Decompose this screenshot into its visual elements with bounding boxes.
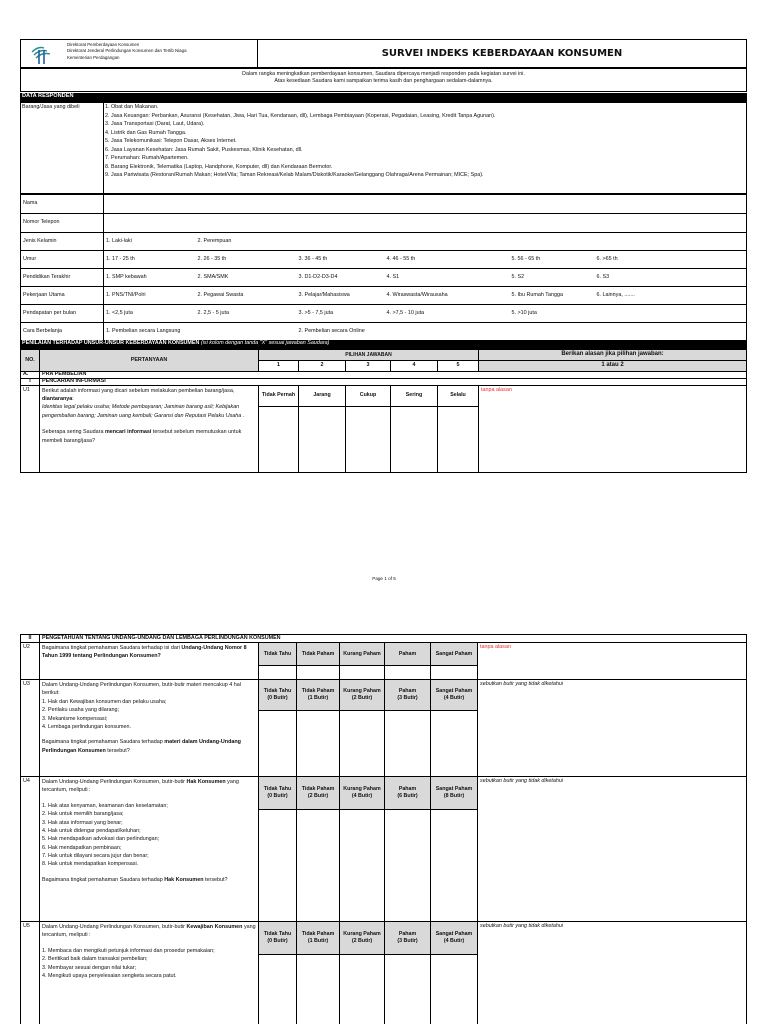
list-item: 1. Hak dan Kewajiban konsumen dan pelaku usaha; — [42, 698, 167, 705]
answer-option[interactable]: Paham (3 Butir) — [385, 680, 431, 711]
choice-num: 2 — [299, 360, 346, 371]
answer-option[interactable]: Sangat Paham (8 Butir) — [431, 777, 478, 810]
choice-num: 1 — [259, 360, 299, 371]
q-bold: Hak Konsumen — [164, 876, 204, 883]
section-ii-title: PENGETAHUAN TENTANG UNDANG-UNDANG DAN LEMBAGA PERLINDUNGAN KONSUMEN — [40, 635, 747, 643]
choice-num: 5 — [438, 360, 479, 371]
question-no: U3 — [21, 680, 40, 777]
answer-cell[interactable] — [297, 955, 340, 1024]
option[interactable]: 1. SMP kebawah — [104, 269, 196, 287]
org-names — [67, 42, 187, 61]
option[interactable]: 6. >65 th — [595, 251, 747, 269]
field-label: Pendidikan Terakhir — [21, 269, 104, 287]
answer-option[interactable]: Tidak Paham (1 Butir) — [297, 922, 340, 955]
nama-field[interactable] — [104, 195, 747, 214]
list-item: 7. Hak untuk dilayani secara jujur dan benar; — [42, 853, 149, 859]
section-ii-no: II — [21, 635, 40, 643]
answer-option[interactable]: Tidak Paham — [297, 643, 340, 666]
list-item: 8. Hak untuk mendapatkan kompensasi. — [42, 861, 139, 868]
answer-option[interactable]: Tidak Paham (1 Butir) — [297, 680, 340, 711]
option[interactable]: 3. >5 - 7,5 juta — [297, 305, 385, 323]
q-text: Dalam Undang-Undang Perlindungan Konsumen, butir-butir — [42, 924, 187, 930]
option[interactable]: 4. S1 — [385, 269, 510, 287]
answer-option[interactable]: Paham (3 Butir) — [385, 922, 431, 955]
answer-cell[interactable] — [259, 666, 297, 680]
question-u2 — [40, 643, 259, 680]
q-text: yang tercantum, meliputi : — [42, 924, 256, 939]
answer-option[interactable]: Tidak Tahu (0 Butir) — [259, 680, 297, 711]
list-item: 4. Lembaga perlindungan konsumen. — [42, 723, 132, 730]
answer-option[interactable]: Tidak Paham (2 Butir) — [297, 777, 340, 810]
col-pertanyaan: PERTANYAAN — [40, 350, 259, 372]
option[interactable]: 3. 36 - 45 th — [297, 251, 385, 269]
list-item: 4. Mengikuti upaya penyelesaian sengketa secara patut. — [42, 972, 177, 979]
list-item: 1. Membaca dan mengikuti petunjuk informasi dan prosedur pemakaian; — [42, 947, 215, 954]
answer-option[interactable]: Sering — [391, 385, 438, 406]
alasan-cell[interactable]: tanpa alasan — [479, 385, 747, 472]
intro-text: Dalam rangka meningkatkan pemberdayaan konsumen, Saudara dipercaya menjadi responden pada kegiatan survei ini. — [242, 71, 525, 77]
answer-cell[interactable] — [297, 810, 340, 922]
q-text: Bagaimana tingkat pemahaman Saudara terhadap — [42, 739, 165, 746]
section-ii-table — [20, 634, 747, 1024]
field-row — [21, 323, 747, 341]
intro-box — [20, 68, 747, 92]
header-box — [20, 39, 747, 68]
option[interactable]: 3. Pelajar/Mahasiswa — [297, 287, 385, 305]
answer-option[interactable]: Tidak Tahu — [259, 643, 297, 666]
answer-cell[interactable] — [340, 666, 385, 680]
choice-num: 4 — [391, 360, 438, 371]
list-item: 8. Barang Elektronik, Telematika (Laptop, Handphone, Komputer, dll) dan Kendaraan Bermotor. — [105, 163, 333, 170]
logo-icon — [30, 43, 54, 65]
answer-cell[interactable] — [431, 810, 478, 922]
field-label: Pekerjaan Utama — [21, 287, 104, 305]
answer-option[interactable]: Selalu — [438, 385, 479, 406]
question-table — [20, 349, 747, 473]
question-u1 — [40, 385, 259, 472]
option[interactable]: 5. Ibu Rumah Tangga — [510, 287, 595, 305]
answer-cell[interactable] — [346, 406, 391, 472]
field-label: Umur — [21, 251, 104, 269]
q-bold: Hak Konsumen — [186, 779, 226, 785]
org-line: Kementerian Perdagangan — [67, 54, 120, 60]
q-text: tersebut sebelum memutuskan untuk membeli barang/jasa? — [42, 429, 242, 444]
q-bold: materi dalam Undang-Undang Perlindungan Konsumen — [42, 739, 241, 754]
option[interactable]: 2. SMA/SMK — [196, 269, 297, 287]
field-row — [21, 287, 747, 305]
list-item: 1. Hak atas kenyaman, keamanan dan keselamatan; — [42, 802, 168, 809]
answer-option[interactable]: Kurang Paham (2 Butir) — [340, 680, 385, 711]
list-item: 3. Mekanisme kompensasi; — [42, 715, 108, 722]
answer-option[interactable]: Tidak Pernah — [259, 385, 299, 406]
q-text: tersebut? — [105, 747, 130, 754]
q-text: Bagaimana tingkat pemahaman Saudara terhadap — [42, 876, 165, 883]
option[interactable]: 4. Wiraswasta/Wirausaha — [385, 287, 510, 305]
q-text: Bagaimana tingkat pemahaman Saudara terhadap isi dari — [42, 645, 182, 651]
answer-cell[interactable] — [259, 810, 297, 922]
list-item: 3. Jasa Transportasi (Darat, Laut, Udara). — [105, 121, 205, 128]
list-item: 2. Perilaku usaha yang dilarang; — [42, 707, 120, 714]
answer-option[interactable]: Sangat Paham — [431, 643, 478, 666]
field-label: Cara Berbelanja — [21, 323, 104, 341]
answer-option[interactable]: Kurang Paham — [340, 643, 385, 666]
answer-cell[interactable] — [431, 955, 478, 1024]
list-item: 5. Hak mendapatkan advokasi dan perlindungan; — [42, 836, 160, 843]
col-no: NO. — [21, 350, 40, 372]
option[interactable]: 5. >10 juta — [510, 305, 595, 323]
answer-cell[interactable] — [385, 955, 431, 1024]
answer-option[interactable]: Paham — [385, 643, 431, 666]
answer-cell[interactable] — [438, 406, 479, 472]
penilaian-note: (isi kolom dengan tanda "X" sesuai jawaban Saudara) — [200, 340, 330, 346]
answer-option[interactable]: Cukup — [346, 385, 391, 406]
telepon-label: Nomor Telepon — [21, 214, 104, 233]
question-u5 — [40, 922, 259, 1024]
list-item: 2. Hak untuk memilih barang/jasa; — [42, 811, 124, 818]
list-item: 6. Hak mendapatkan pembinaan; — [42, 844, 122, 851]
option[interactable]: 2. Pembelian secara Online — [297, 323, 510, 341]
option[interactable]: 5. S2 — [510, 269, 595, 287]
field-label: Pendapatan per bulan — [21, 305, 104, 323]
barang-list — [105, 103, 495, 180]
answer-option[interactable]: Jarang — [299, 385, 346, 406]
option[interactable]: 2. 26 - 35 th — [196, 251, 297, 269]
option[interactable]: 1. 17 - 25 th — [104, 251, 196, 269]
list-item: 4. Hak untuk didengar pendapat/keluhan; — [42, 827, 141, 834]
field-label: Jenis Kelamin — [21, 233, 104, 251]
option[interactable]: 1. Pembelian secara Langsung — [104, 323, 297, 341]
answer-cell[interactable] — [297, 666, 340, 680]
telepon-field[interactable] — [104, 214, 747, 233]
option[interactable]: 1. Laki-laki — [104, 233, 196, 251]
question-no: U4 — [21, 777, 40, 922]
option[interactable]: 2. 2,5 - 5 juta — [196, 305, 297, 323]
answer-option[interactable]: Kurang Paham (2 Butir) — [340, 922, 385, 955]
q-text: Dalam Undang-Undang Perlindungan Konsumen, butir-butir materi mencakup 4 hal berikut: — [42, 682, 241, 697]
section-penilaian — [20, 340, 747, 349]
answer-option[interactable]: Sangat Paham (4 Butir) — [431, 680, 478, 711]
answer-cell[interactable] — [259, 955, 297, 1024]
list-item: 5. Jasa Telekomunikasi: Telepon Dasar, Akses Internet. — [105, 138, 237, 145]
option[interactable]: 6. S3 — [595, 269, 747, 287]
list-item: 2. Jasa Keuangan: Perbankan, Asuransi (Kesehatan, Jiwa, Hari Tua, Kendaraan, dll), Lembaga Pembiayaan (Koperasi, Pegadaian, Leasing, Kredit Tanpa Agunan). — [105, 112, 496, 119]
option[interactable]: 4. 46 - 55 th — [385, 251, 510, 269]
answer-cell[interactable] — [259, 406, 299, 472]
intro-text: Atas kesediaan Saudara kami sampaikan terima kasih dan penghargaan sedalam-dalamnya. — [274, 77, 493, 84]
answer-cell[interactable] — [299, 406, 346, 472]
answer-option[interactable]: Sangat Paham (4 Butir) — [431, 922, 478, 955]
q-text: Seberapa sering Saudara — [42, 429, 105, 436]
field-row — [21, 269, 747, 287]
answer-cell[interactable] — [385, 666, 431, 680]
nama-label: Nama — [21, 195, 104, 214]
option[interactable]: 3. D1-D2-D3-D4 — [297, 269, 385, 287]
penilaian-heading: PENILAIAN TERHADAP UNSUR-UNSUR KEBERDAYAAN KONSUMEN — [22, 340, 200, 346]
list-item: 3. Hak atas informasi yang benar; — [42, 819, 123, 826]
field-row — [21, 305, 747, 323]
org-line: Direktorat Pemberdayaan Konsumen — [67, 42, 140, 47]
option[interactable]: 2. Pegawai Swasta — [196, 287, 297, 305]
list-item: 2. Beritikad baik dalam transaksi pembelian; — [42, 956, 148, 963]
answer-cell[interactable] — [391, 406, 438, 472]
page-number: Page 1 of 5 — [372, 576, 396, 581]
barang-label: Barang/Jasa yang dibeli — [22, 104, 80, 110]
answer-cell[interactable] — [431, 666, 478, 680]
answer-cell[interactable] — [340, 711, 385, 777]
list-item: 9. Jasa Pariwisata (Restoran/Rumah Makan; Hotel/Vila; Taman Rekreasi/Kelab Malam/Diskotik/Karaoke/Gelanggang Olahraga/Arena Permainan; MICE; Spa). — [105, 172, 484, 179]
choice-num: 3 — [346, 360, 391, 371]
q-bold: Kewajiban Konsumen — [186, 924, 243, 930]
answer-option[interactable]: Kurang Paham (4 Butir) — [340, 777, 385, 810]
answer-cell[interactable] — [297, 711, 340, 777]
field-row — [21, 251, 747, 269]
answer-cell[interactable] — [385, 810, 431, 922]
org-line: Direktorat Jenderal Perlindungan Konsumen dan Tertib Niaga — [67, 48, 187, 54]
option[interactable]: 1. PNS/TNI/Polri — [104, 287, 196, 305]
section-a: PRA PEMBELIAN — [40, 371, 747, 378]
question-no: U2 — [21, 643, 40, 680]
q-text: yang tercantum, meliputi : — [42, 779, 239, 794]
alasan-cell[interactable]: sebutkan butir yang tidak diketahui — [478, 777, 747, 922]
section-data-responden: DATA RESPONDEN — [20, 93, 747, 102]
q-bold: mencari informasi — [104, 429, 152, 436]
section-i: PENCARIAN INFORMASI — [40, 378, 747, 385]
option[interactable]: 2. Perempuan — [196, 233, 297, 251]
q-text: Dalam Undang-Undang Perlindungan Konsumen, butir-butir — [42, 779, 187, 785]
q-bold: diantaranya — [42, 395, 73, 402]
q-text: : — [72, 395, 74, 402]
option[interactable]: 4. >7,5 - 10 juta — [385, 305, 510, 323]
alasan-cell[interactable]: sebutkan butir yang tidak diketahui — [478, 680, 747, 777]
answer-cell[interactable] — [385, 711, 431, 777]
question-no: U1 — [21, 385, 40, 472]
option[interactable]: 6. Lainnya, ....... — [595, 287, 747, 305]
col-pilihan: PILIHAN JAWABAN — [259, 350, 479, 361]
survey-title: SURVEI INDEKS KEBERDAYAAN KONSUMEN — [381, 48, 623, 59]
question-u3 — [40, 680, 259, 777]
q-bold: Undang-Undang Nomor 8 Tahun 1999 tentang Perlindungan Konsumen? — [42, 645, 247, 660]
section-a-no: A. — [21, 371, 40, 378]
q-text: Berikut adalah informasi yang dicari sebelum melakukan pembelian barang/jasa, — [42, 387, 235, 394]
answer-cell[interactable] — [340, 810, 385, 922]
option[interactable]: 5. 56 - 65 th — [510, 251, 595, 269]
option[interactable]: 1. <2,5 juta — [104, 305, 196, 323]
list-item: 4. Listrik dan Gas Rumah Tangga. — [105, 129, 187, 136]
q-text: tersebut? — [203, 876, 228, 883]
field-row — [21, 233, 747, 251]
answer-cell[interactable] — [431, 711, 478, 777]
barang-row — [20, 102, 747, 194]
question-no: U5 — [21, 922, 40, 1024]
alasan-cell[interactable]: tanpa alasan — [478, 643, 747, 680]
answer-option[interactable]: Tidak Tahu (0 Butir) — [259, 777, 297, 810]
list-item: 7. Perumahan: Rumah/Apartemen. — [105, 155, 189, 162]
answer-option[interactable]: Tidak Tahu (0 Butir) — [259, 922, 297, 955]
question-u4 — [40, 777, 259, 922]
col-alasan: Berikan alasan jika pilihan jawaban: — [479, 350, 747, 361]
list-item: 6. Jasa Layanan Kesehatan: Jasa Rumah Sakit, Puskesmas, Klinik Kesehatan, dll. — [105, 146, 303, 153]
list-item: 3. Membayar sesuai dengan nilai tukar; — [42, 964, 137, 971]
answer-cell[interactable] — [340, 955, 385, 1024]
q-italic: Identitas legal pelaku usaha; Metode pembayaran; Jaminan barang asli; Kebijakan pengembalian barang; Jaminan uang kembali; Garansi dan Reputasi Pelaku Usaha . — [42, 404, 245, 419]
respondent-fields — [20, 194, 747, 341]
list-item: 1. Obat dan Makanan. — [105, 104, 159, 110]
col-alasan-sub: 1 atau 2 — [479, 360, 747, 371]
alasan-cell[interactable]: sebutkan butir yang tidak diketahui — [478, 922, 747, 1024]
section-i-no: I — [21, 378, 40, 385]
answer-option[interactable]: Paham (6 Butir) — [385, 777, 431, 810]
answer-cell[interactable] — [259, 711, 297, 777]
